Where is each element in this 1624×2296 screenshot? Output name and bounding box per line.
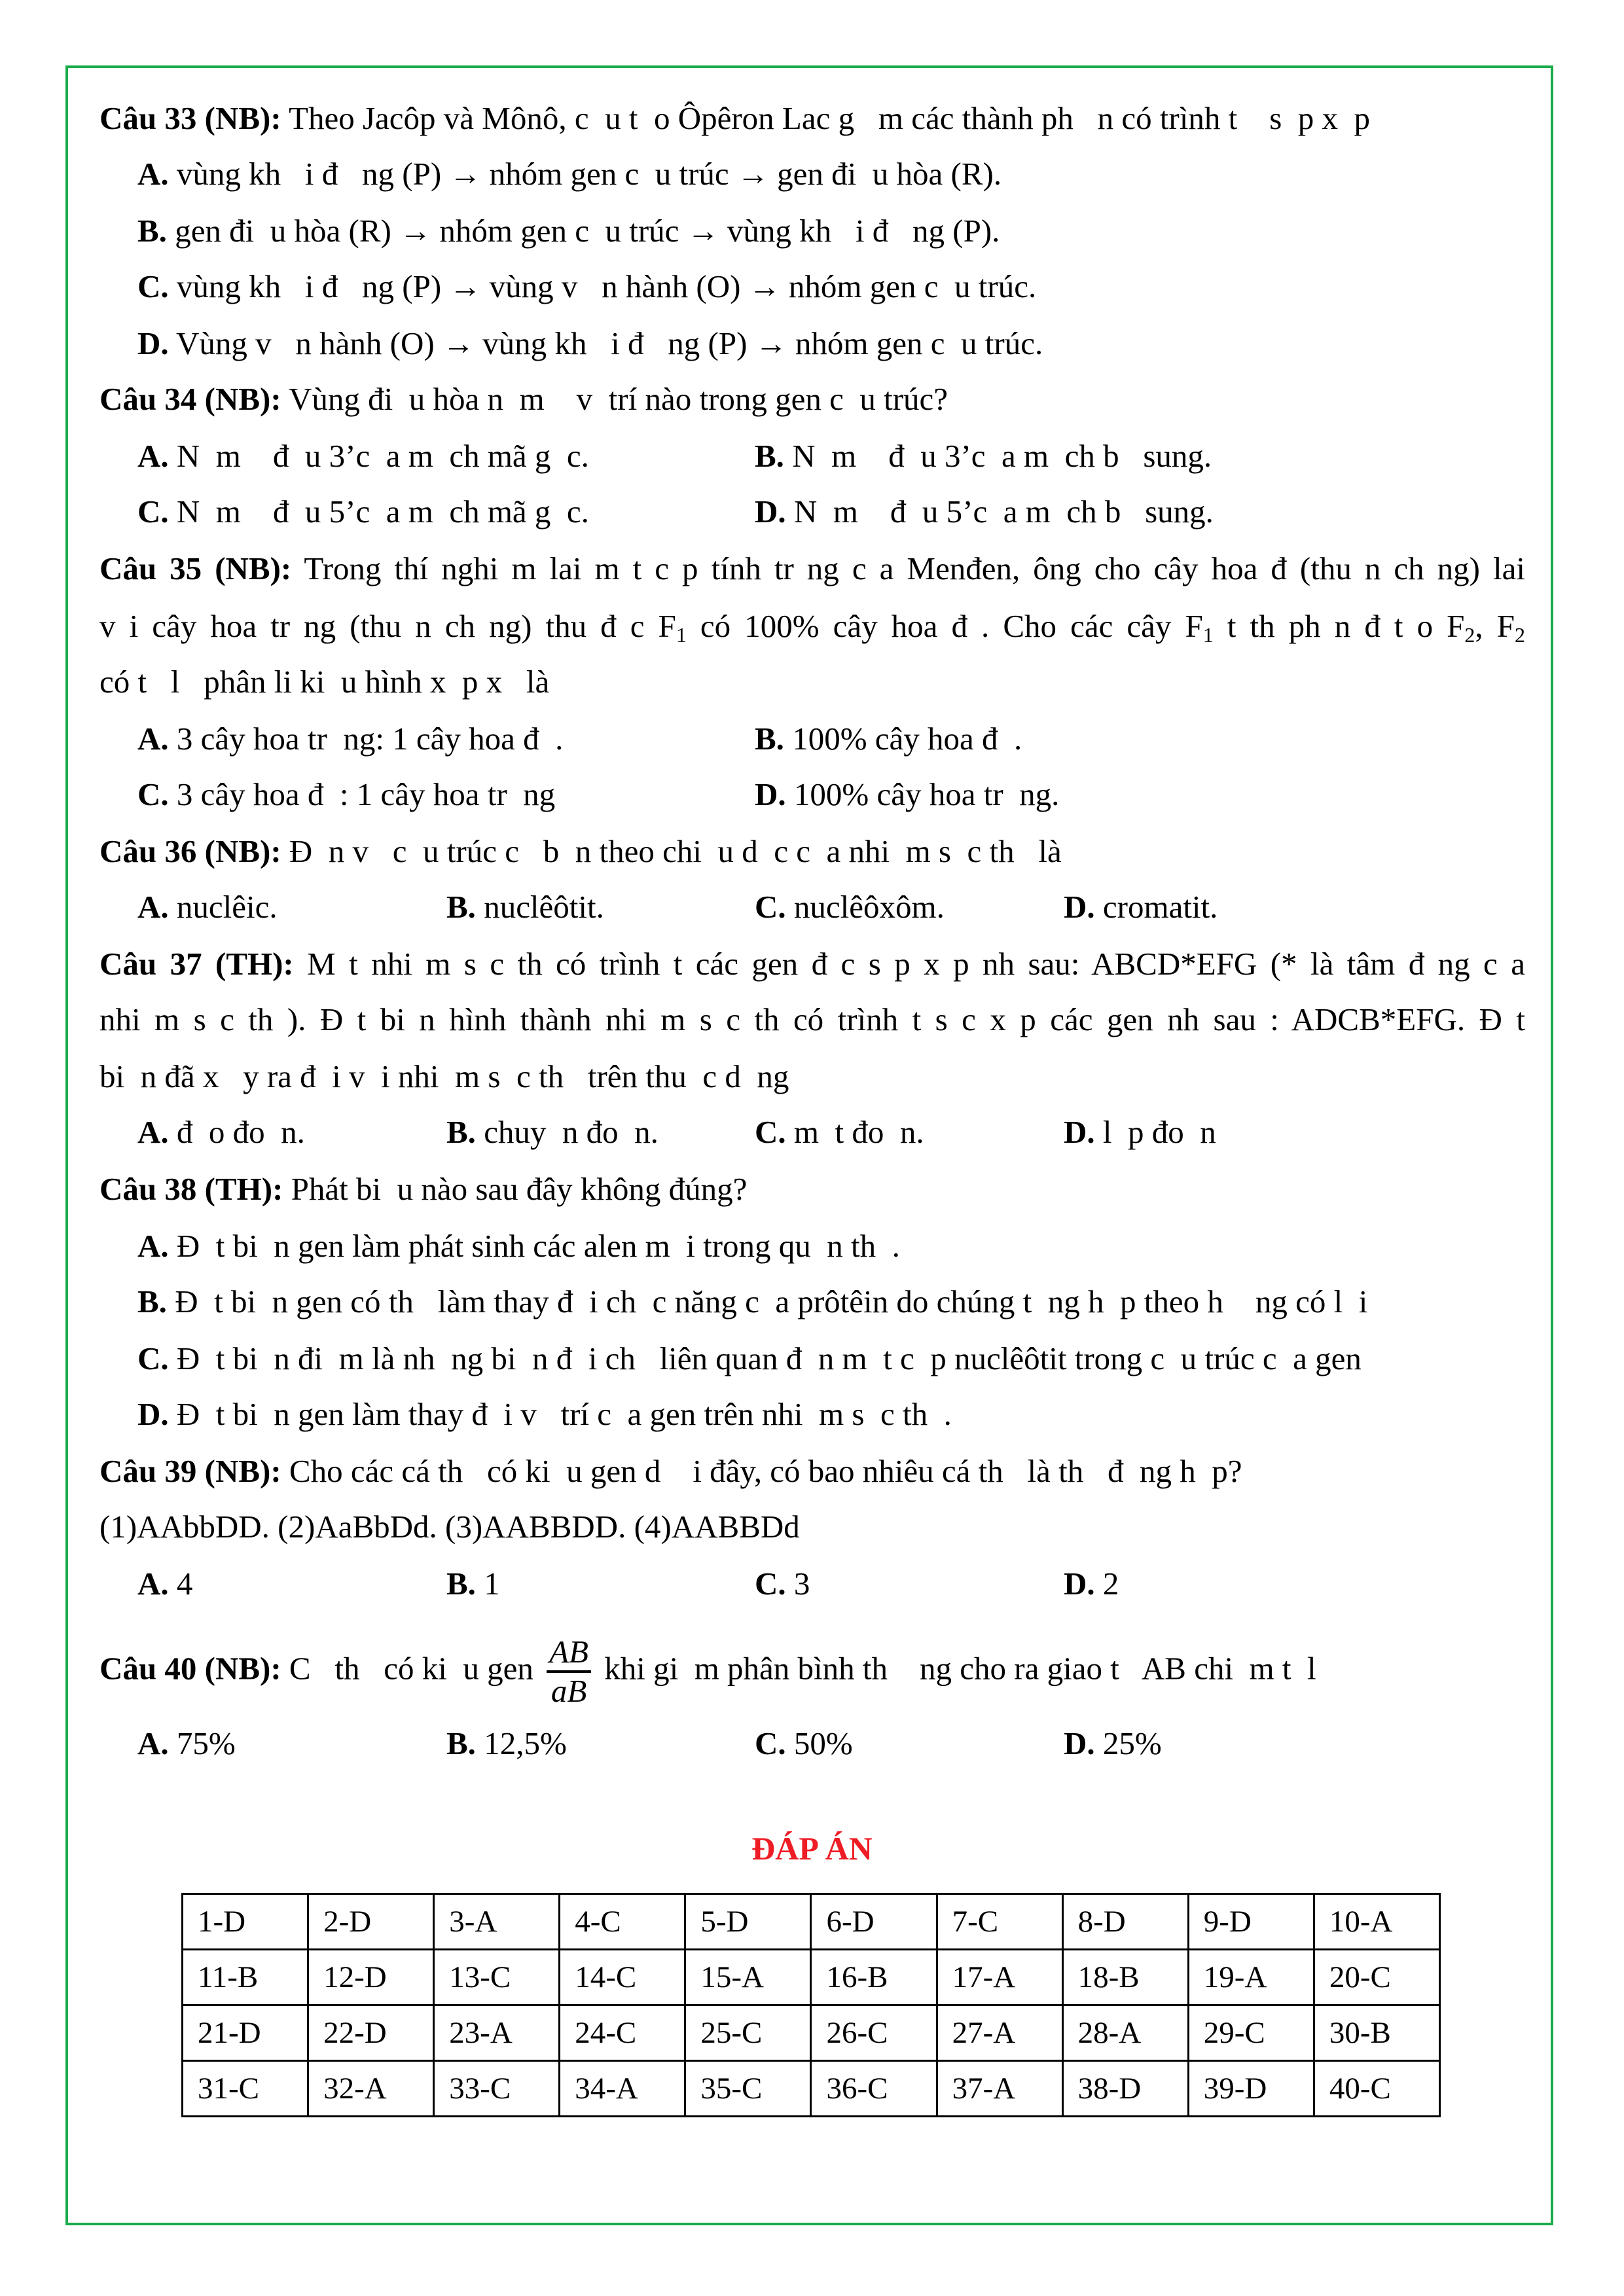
answer-option [137,711,563,767]
option-text: 2 [1094,1566,1119,1602]
text-line [99,541,1525,597]
answer-row [183,2005,1440,2061]
answer-option [137,259,1036,315]
answer-option [137,428,589,484]
answer-cell: 29-C [1188,2005,1314,2061]
option-letter: D. [755,776,786,812]
option-text: m t đo n. [785,1114,924,1150]
option-text: 100% cây hoa tr ng. [785,776,1060,812]
answer-cell: 10-A [1314,1894,1439,1950]
option-text: 4 [168,1566,193,1602]
answer-cell: 3-A [434,1894,560,1950]
option-letter: A. [137,438,169,474]
option-text: 50% [785,1725,853,1761]
option-text: Đ t bi n gen có th làm thay đ i ch c năng c a prôtêin do chúng t ng h p theo h ng có l i [166,1283,1368,1319]
option-text: N m đ u 5’c a m ch mã g c. [168,493,589,529]
option-letter: B. [446,1114,476,1150]
option-text: Vùng v n hành (O) → vùng kh i đ ng (P) → nhóm gen c u trúc. [168,325,1043,361]
option-letter: C. [137,776,169,812]
option-letter: A. [137,721,169,757]
answer-cell: 7-C [937,1894,1062,1950]
option-text: N m đ u 5’c a m ch b sung. [785,493,1214,529]
text-line [99,1499,800,1555]
fraction-numerator: AB [547,1634,591,1673]
option-letter: B. [137,213,167,249]
option-letter: B. [755,721,784,757]
answer-cell: 9-D [1188,1894,1314,1950]
option-text: Đ t bi n gen làm thay đ i v trí c a gen trên nhi m s c th . [168,1396,952,1432]
answer-cell: 40-C [1314,2061,1439,2117]
question-text: , F [1475,608,1515,644]
option-text: 25% [1094,1725,1162,1761]
answer-option [755,879,945,935]
text-line [99,992,1525,1048]
option-text: gen đi u hòa (R) → nhóm gen c u trúc → vùng kh i đ ng (P). [166,213,1000,249]
question-text: Đ n v c u trúc c b n theo chi u d c c a nhi m s c th là [281,833,1062,869]
option-text: 75% [168,1725,236,1761]
option-letter: D. [755,493,786,529]
question-label: Câu 36 (NB): [99,833,281,869]
option-text: nuclêôtit. [475,889,604,925]
option-letter: C. [755,1725,786,1761]
answer-cell: 15-A [685,1950,811,2005]
option-text: đ o đo n. [168,1114,305,1150]
answer-option [446,879,604,935]
question-text: C th có ki u gen [281,1650,542,1687]
answer-cell: 32-A [308,2061,434,2117]
option-text: 3 cây hoa tr ng: 1 cây hoa đ . [168,721,564,757]
option-text: nuclêic. [168,889,278,925]
answer-option [446,1715,567,1772]
option-letter: D. [137,325,169,361]
answer-cell: 13-C [434,1950,560,2005]
question-text: v i cây hoa tr ng (thu n ch ng) thu đ c F [99,608,676,644]
option-text: Đ t bi n đi m là nh ng bi n đ i ch liên quan đ n m t c p nuclêôtit trong c u trúc c a gen [168,1340,1362,1376]
option-text: chuy n đo n. [475,1114,659,1150]
question-label: Câu 35 (NB): [99,550,292,586]
question-label: Câu 38 (TH): [99,1171,283,1207]
answer-option [137,1556,192,1612]
question-label: Câu 37 (TH): [99,946,294,982]
answer-option [137,1715,236,1772]
answer-cell: 1-D [183,1894,308,1950]
option-letter: D. [137,1396,169,1432]
question-text: Trong thí nghi m lai m t c p tính tr ng c a Menđen, ông cho cây hoa đ (thu n ch ng) lai [291,550,1525,586]
answer-row [183,2061,1440,2117]
answer-cell: 14-C [560,1950,685,2005]
option-text: N m đ u 3’c a m ch b sung. [784,438,1212,474]
answer-cell: 16-B [811,1950,937,2005]
option-letter: A. [137,1228,169,1264]
answer-cell: 20-C [1314,1950,1439,2005]
question-text: có 100% cây hoa đ . Cho các cây F [686,608,1203,644]
text-line [99,1161,747,1217]
answer-key-table [181,1893,1441,2117]
answer-option [755,484,1214,540]
answer-option [1064,1556,1119,1612]
answer-option [755,711,1022,767]
answer-option [137,203,1000,259]
subscript: 1 [676,623,687,647]
option-letter: D. [1064,1566,1095,1602]
question-text: M t nhi m s c th có trình t các gen đ c s p x p nh sau: ABCD*EFG (* là tâm đ ng c a [293,946,1525,982]
answer-option [446,1104,659,1160]
question-text: Phát bi u nào sau đây không đúng? [283,1171,748,1207]
option-text: 3 [785,1566,810,1602]
question-text: khi gi m phân bình th ng cho ra giao t AB chi m t l [596,1650,1316,1687]
text-line [99,1443,1242,1499]
answer-cell: 22-D [308,2005,434,2061]
answer-cell: 11-B [183,1950,308,2005]
text-line [99,90,1370,147]
question-label: Câu 34 (NB): [99,381,281,417]
answer-cell: 18-B [1062,1950,1188,2005]
answer-option [1064,1104,1216,1160]
text-line [99,823,1062,880]
option-text: vùng kh i đ ng (P) → nhóm gen c u trúc → gen đi u hòa (R). [168,156,1002,192]
option-text: Đ t bi n gen làm phát sinh các alen m i trong qu n th . [168,1228,900,1264]
answer-cell: 23-A [434,2005,560,2061]
answer-option [137,1386,952,1443]
answer-option [755,766,1059,823]
answer-cell: 19-A [1188,1950,1314,2005]
fraction-denominator: aB [550,1673,587,1709]
answer-option [446,1556,500,1612]
answer-cell: 21-D [183,2005,308,2061]
answer-option [1064,1715,1162,1772]
option-letter: A. [137,156,169,192]
question-text: (1)AAbbDD. (2)AaBbDd. (3)AABBDD. (4)AABBDd [99,1509,800,1545]
option-letter: A. [137,889,169,925]
option-letter: B. [446,1566,476,1602]
answer-option [755,428,1212,484]
answer-key-title: ĐÁP ÁN [751,1830,873,1867]
answer-cell: 25-C [685,2005,811,2061]
answer-cell: 39-D [1188,2061,1314,2117]
answer-cell: 17-A [937,1950,1062,2005]
answer-option [137,1274,1367,1330]
option-text: N m đ u 3’c a m ch mã g c. [168,438,589,474]
option-text: 1 [475,1566,500,1602]
answer-option [137,484,589,540]
option-text: l p đo n [1094,1114,1216,1150]
answer-cell: 12-D [308,1950,434,2005]
answer-option [137,315,1043,372]
option-letter: B. [446,889,476,925]
option-letter: D. [1064,889,1095,925]
answer-cell: 8-D [1062,1894,1188,1950]
option-text: 100% cây hoa đ . [784,721,1022,757]
answer-option [137,879,278,935]
answer-option [137,146,1001,202]
subscript: 2 [1514,623,1525,647]
option-letter: A. [137,1566,169,1602]
question-text: t th ph n đ t o F [1213,608,1465,644]
answer-option [755,1104,924,1160]
answer-cell: 5-D [685,1894,811,1950]
option-letter: A. [137,1725,169,1761]
question-label: Câu 40 (NB): [99,1650,281,1687]
subscript: 2 [1464,623,1475,647]
answer-cell: 2-D [308,1894,434,1950]
option-text: cromatit. [1094,889,1218,925]
answer-cell: 37-A [937,2061,1062,2117]
genotype-fraction [547,1634,591,1710]
question-text: Cho các cá th có ki u gen d i đây, có bao nhiêu cá th là th đ ng h p? [281,1453,1242,1489]
option-text: vùng kh i đ ng (P) → vùng v n hành (O) → nhóm gen c u trúc. [168,268,1037,304]
option-text: 3 cây hoa đ : 1 cây hoa tr ng [168,776,556,812]
answer-option [137,1331,1362,1387]
option-letter: C. [137,268,169,304]
answer-cell: 28-A [1062,2005,1188,2061]
text-line [99,654,549,710]
option-letter: C. [755,889,786,925]
answer-option [755,1715,853,1772]
answer-cell: 6-D [811,1894,937,1950]
text-line [99,1634,1316,1709]
option-letter: D. [1064,1725,1095,1761]
option-letter: C. [755,1566,786,1602]
answer-option [137,766,555,823]
question-label: Câu 33 (NB): [99,100,281,136]
question-text: Theo Jacôp và Mônô, c u t o Ôpêron Lac g m các thành ph n có trình t s p x p [281,100,1371,136]
answer-cell: 34-A [560,2061,685,2117]
option-letter: C. [137,493,169,529]
option-letter: C. [137,1340,169,1376]
option-letter: B. [755,438,784,474]
text-line [99,936,1525,992]
option-letter: D. [1064,1114,1095,1150]
answer-cell: 4-C [560,1894,685,1950]
answer-cell: 33-C [434,2061,560,2117]
answer-option [137,1104,305,1160]
answer-row [183,1894,1440,1950]
answer-cell: 27-A [937,2005,1062,2061]
answer-option [137,1218,900,1274]
text-line [99,1049,789,1105]
option-text: 12,5% [475,1725,567,1761]
question-text: Vùng đi u hòa n m v trí nào trong gen c u trúc? [281,381,948,417]
question-text: có t l phân li ki u hình x p x là [99,664,550,700]
text-line [99,598,1525,655]
option-text: nuclêôxôm. [785,889,945,925]
question-label: Câu 39 (NB): [99,1453,281,1489]
option-letter: B. [446,1725,476,1761]
answer-cell: 38-D [1062,2061,1188,2117]
answer-cell: 35-C [685,2061,811,2117]
option-letter: B. [137,1283,167,1319]
question-text: nhi m s c th ). Đ t bi n hình thành nhi m s c th có trình t s c x p các gen nh sau : ADCB*EFG. Đ t [99,1001,1525,1037]
option-letter: A. [137,1114,169,1150]
answer-option [1064,879,1218,935]
answer-cell: 30-B [1314,2005,1439,2061]
answer-cell: 24-C [560,2005,685,2061]
answer-cell: 36-C [811,2061,937,2117]
answer-option [755,1556,810,1612]
question-text: bi n đã x y ra đ i v i nhi m s c th trên thu c d ng [99,1058,789,1094]
text-line [99,371,948,427]
answer-row [183,1950,1440,2005]
subscript: 1 [1202,623,1214,647]
option-letter: C. [755,1114,786,1150]
answer-cell: 31-C [183,2061,308,2117]
answer-cell: 26-C [811,2005,937,2061]
